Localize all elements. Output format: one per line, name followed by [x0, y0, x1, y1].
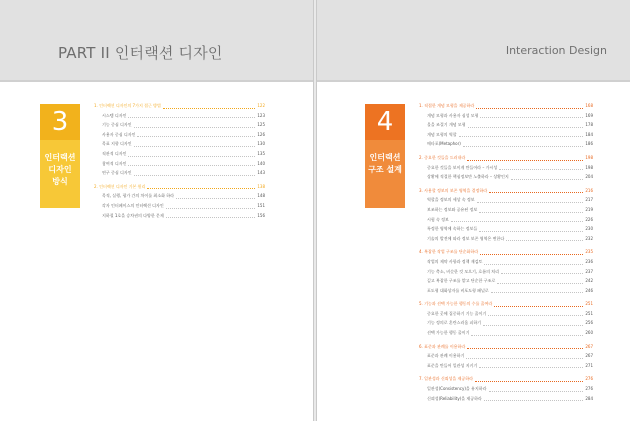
- toc-item: [419, 130, 593, 140]
- toc-page-number: 260: [585, 330, 593, 336]
- toc-item: [419, 276, 593, 286]
- toc-item: [94, 149, 265, 159]
- toc-item: [419, 351, 593, 361]
- toc-item-title: 목적, 실행, 평가 간의 차이를 최소화 하라: [102, 193, 174, 199]
- toc-item-title: 표준과 관례 이용하기: [427, 353, 465, 359]
- toc-item-title: 연구 중심 디자인: [102, 170, 132, 176]
- toc-item: [94, 111, 265, 121]
- dot-leader: [147, 188, 255, 189]
- toc-item: [94, 191, 265, 201]
- toc-item: [94, 130, 265, 140]
- dot-leader: [459, 136, 583, 137]
- toc-item-title: 개념 모형의 역할: [427, 131, 457, 137]
- toc-page-number: 284: [585, 395, 593, 401]
- toc-item-title: 포도형 대화상자를 비포도형 패널로: [427, 287, 489, 293]
- toc-page-number: 226: [585, 216, 593, 222]
- dot-leader: [506, 240, 583, 241]
- toc-item: [419, 384, 593, 394]
- toc-item-title: 사용자 중심 디자인: [102, 131, 136, 137]
- header-band: [0, 0, 313, 82]
- toc-item: [94, 139, 265, 149]
- toc-item: [419, 215, 593, 225]
- chapter-tab: [365, 104, 405, 208]
- toc-section-title: 7. 일관성과 신뢰성을 제공하라: [419, 376, 473, 382]
- toc-page-number: 125: [257, 122, 265, 128]
- toc-section-title: 2. 중요한 것들을 드러내라: [419, 154, 466, 160]
- chapter-tab: [40, 104, 80, 208]
- toc-page-number: 251: [585, 310, 593, 316]
- toc-item-title: 상황에 적절한 핵심정보만 노출하라 – 상황인지: [427, 174, 509, 180]
- toc-item-title: 올을 조절기 개념 모형: [427, 122, 466, 128]
- toc-section-title: 1. 인터랙션 디자인의 7가지 접근 방법: [94, 103, 161, 108]
- dot-leader: [163, 108, 255, 109]
- toc-item: [419, 205, 593, 215]
- toc-section: [419, 247, 593, 257]
- toc-item-title: 일관성(Consistency)을 유지하라: [427, 386, 487, 392]
- dot-leader: [128, 165, 255, 166]
- dot-leader: [467, 160, 583, 161]
- toc-item-title: 중요한 곳에 집중하기 기능 줄이기: [427, 310, 487, 316]
- toc-item-title: 작업의 제약 사항과 정책 재검토: [427, 258, 483, 264]
- toc-item-title: 중요한 것들을 보이게 만들어라 – 가시성: [427, 164, 498, 170]
- toc-item-title: 메타포(Metaphor): [427, 141, 461, 147]
- toc-item-title: 시스템 디자인: [102, 112, 127, 118]
- dot-leader: [494, 306, 583, 307]
- toc-page-number: 126: [257, 131, 265, 137]
- toc-page-number: 204: [585, 174, 593, 180]
- toc-item-title: 특정한 영역에 속하는 정보들: [427, 226, 478, 232]
- toc-page-number: 151: [257, 202, 265, 208]
- toc-page-number: 169: [585, 112, 593, 118]
- dot-leader: [466, 358, 583, 359]
- toc-section: [94, 101, 265, 111]
- toc-item: [419, 234, 593, 244]
- dot-leader: [137, 136, 255, 137]
- dot-leader: [497, 283, 583, 284]
- toc-item-title: 역할을 정보의 세상 속 정보: [427, 197, 475, 203]
- toc-page-number: 276: [585, 376, 593, 382]
- dot-leader: [501, 273, 583, 274]
- toc-section-title: 3. 사용할 정보의 보존 영역을 결정하라: [419, 187, 488, 193]
- toc-item: [94, 211, 265, 221]
- toc-page-number: 184: [585, 131, 593, 137]
- dot-leader: [166, 217, 255, 218]
- table-of-contents: [419, 101, 593, 403]
- toc-item-title: 기술의 발전에 따라 정보 보존 영역은 변한다: [427, 235, 505, 241]
- toc-item: [419, 139, 593, 149]
- toc-item: [94, 120, 265, 130]
- toc-item: [94, 201, 265, 211]
- toc-page-number: 143: [257, 170, 265, 176]
- toc-page-number: 230: [585, 226, 593, 232]
- toc-page-number: 135: [257, 150, 265, 156]
- toc-page-number: 122: [257, 103, 265, 108]
- dot-leader: [484, 400, 583, 401]
- dot-leader: [475, 381, 583, 382]
- toc-item-title: 지하철 1호을 승차권의 다양한 문제: [102, 212, 164, 218]
- toc-item: [419, 224, 593, 234]
- toc-section: [419, 186, 593, 196]
- toc-section: [419, 299, 593, 309]
- toc-page-number: 242: [585, 278, 593, 284]
- toc-page-number: 123: [257, 112, 265, 118]
- dot-leader: [511, 179, 583, 180]
- toc-page-number: 148: [257, 193, 265, 199]
- toc-item-title: 참여적 디자인: [102, 160, 127, 166]
- dot-leader: [499, 169, 583, 170]
- chapter-title: [365, 140, 405, 208]
- toc-page-number: 198: [585, 154, 593, 160]
- toc-item: [419, 195, 593, 205]
- dot-leader: [134, 146, 255, 147]
- toc-page-number: 267: [585, 343, 593, 349]
- dot-leader: [471, 335, 583, 336]
- toc-item: [419, 309, 593, 319]
- dot-leader: [467, 348, 583, 349]
- dot-leader: [176, 198, 255, 199]
- dot-leader: [477, 202, 583, 203]
- toc-page-number: 232: [585, 235, 593, 241]
- toc-item: [419, 257, 593, 267]
- toc-item: [419, 286, 593, 296]
- toc-section: [419, 374, 593, 384]
- toc-section: [419, 153, 593, 163]
- right-page: [316, 0, 630, 421]
- toc-item-title: 각자 인터페이스의 인터랙션 디자인: [102, 202, 164, 208]
- chapter-title-line: 디자인: [48, 165, 72, 174]
- toc-page-number: 198: [585, 164, 593, 170]
- toc-page-number: 235: [585, 249, 593, 255]
- chapter-title-line: 인터랙션: [369, 153, 401, 162]
- toc-item: [419, 172, 593, 182]
- part-title: PART II 인터랙션 디자인: [58, 44, 223, 62]
- chapter-title-line: 방식: [52, 177, 68, 186]
- chapter-title-line: 인터랙션: [44, 153, 76, 162]
- toc-item: [419, 111, 593, 121]
- toc-section-title: 6. 표준과 관례를 이용하라: [419, 343, 466, 349]
- toc-section-title: 4. 복잡한 작업 구조를 단순화하라: [419, 249, 479, 255]
- dot-leader: [480, 254, 583, 255]
- dot-leader: [468, 127, 583, 128]
- chapter-number: 3: [40, 104, 80, 140]
- toc-page-number: 251: [585, 301, 593, 307]
- toc-section-title: 2. 인터랙션 디자인 기본 원리: [94, 183, 146, 189]
- dot-leader: [489, 192, 583, 193]
- toc-page-number: 216: [585, 187, 593, 193]
- dot-leader: [479, 231, 583, 232]
- toc-item: [419, 328, 593, 338]
- toc-item: [94, 168, 265, 178]
- toc-section: [419, 342, 593, 352]
- dot-leader: [480, 117, 583, 118]
- toc-item: [419, 361, 593, 371]
- toc-page-number: 276: [585, 386, 593, 392]
- toc-item-title: 기능 축소, 비슷한 것 모으기, 흐름의 처리: [427, 268, 499, 274]
- toc-section: [419, 101, 593, 111]
- toc-section: [94, 182, 265, 192]
- toc-item-title: 보조하는 정보와 공유된 정보: [427, 206, 478, 212]
- chapter-number: 4: [365, 104, 405, 140]
- toc-page-number: 140: [257, 160, 265, 166]
- toc-item-title: 신뢰성(Reliability)을 제공하라: [427, 395, 482, 401]
- dot-leader: [479, 212, 583, 213]
- dot-leader: [128, 117, 255, 118]
- toc-page-number: 236: [585, 258, 593, 264]
- toc-item-title: 기능 중심 디자인: [102, 122, 132, 128]
- toc-page-number: 156: [257, 212, 265, 218]
- dot-leader: [479, 367, 583, 368]
- table-of-contents: [94, 101, 265, 220]
- toc-item-title: 표준을 만들어 일관성 지키기: [427, 362, 478, 368]
- toc-item-title: 개념 모형과 사용자 심성 모형: [427, 112, 479, 118]
- dot-leader: [128, 156, 255, 157]
- dot-leader: [166, 208, 255, 209]
- toc-item: [419, 163, 593, 173]
- toc-page-number: 168: [585, 103, 593, 108]
- toc-item-title: 직관적 디자인: [102, 150, 127, 156]
- chapter-title: [40, 140, 80, 208]
- toc-item: [419, 267, 593, 277]
- dot-leader: [451, 221, 583, 222]
- toc-item-title: 시험 속 정보: [427, 216, 449, 222]
- toc-section-title: 5. 기능과 선택 가능한 행동의 수를 줄여라: [419, 301, 493, 307]
- toc-page-number: 186: [585, 141, 593, 147]
- toc-item-title: 기능 정의로 혼란스러움 피하기: [427, 320, 482, 326]
- dot-leader: [134, 127, 255, 128]
- toc-item-title: 목표 지향 디자인: [102, 141, 132, 147]
- toc-item: [94, 159, 265, 169]
- toc-item: [419, 318, 593, 328]
- toc-item-title: 깊고 복잡한 구조를 얕고 단순한 구조로: [427, 278, 496, 284]
- toc-page-number: 256: [585, 320, 593, 326]
- toc-page-number: 219: [585, 206, 593, 212]
- toc-page-number: 217: [585, 197, 593, 203]
- series-title: Interaction Design: [505, 44, 607, 57]
- toc-item-title: 선택 가능한 행동 줄이기: [427, 330, 470, 336]
- toc-page-number: 246: [585, 287, 593, 293]
- toc-item: [419, 394, 593, 404]
- left-page: [0, 0, 314, 421]
- toc-page-number: 271: [585, 362, 593, 368]
- toc-page-number: 178: [585, 122, 593, 128]
- dot-leader: [476, 108, 583, 109]
- toc-page-number: 267: [585, 353, 593, 359]
- toc-section-title: 1. 직접한 개념 모형을 제공하라: [419, 103, 475, 108]
- toc-page-number: 237: [585, 268, 593, 274]
- toc-page-number: 130: [257, 141, 265, 147]
- dot-leader: [491, 292, 583, 293]
- dot-leader: [488, 315, 583, 316]
- header-band: [317, 0, 630, 82]
- dot-leader: [463, 146, 583, 147]
- toc-item: [419, 120, 593, 130]
- dot-leader: [483, 325, 583, 326]
- dot-leader: [489, 391, 583, 392]
- dot-leader: [134, 175, 255, 176]
- chapter-title-line: 구조 설계: [368, 165, 402, 174]
- toc-page-number: 138: [257, 183, 265, 189]
- dot-leader: [484, 264, 583, 265]
